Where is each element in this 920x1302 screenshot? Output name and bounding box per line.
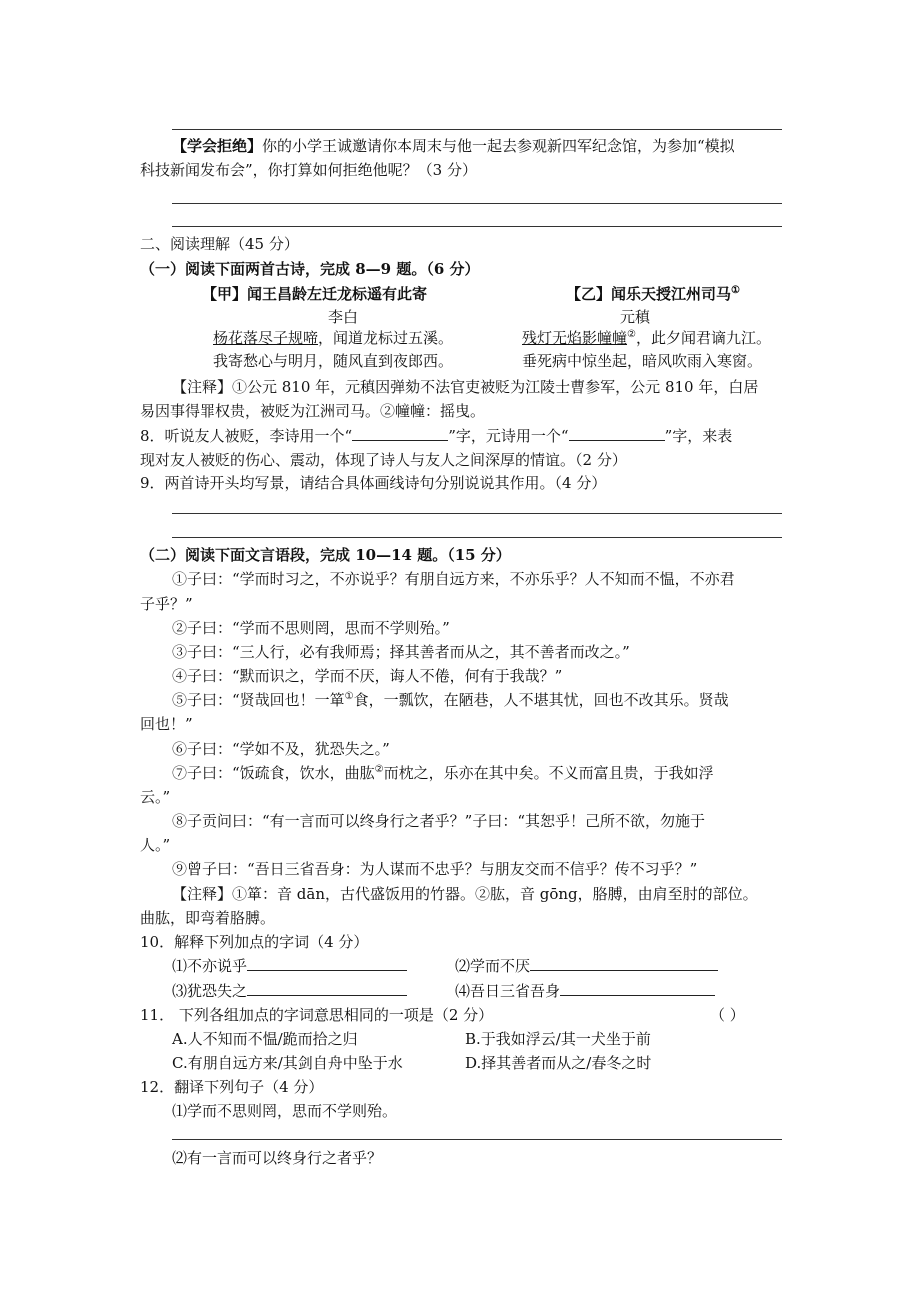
q11: 11． 下列各组加点的字词意思相同的一项是（2 分）	[140, 1006, 494, 1024]
q8-blank-yuan[interactable]	[569, 426, 665, 441]
poem-a-title: 【甲】闻王昌龄左迁龙标遥有此寄	[202, 285, 428, 303]
answer-line	[172, 129, 782, 130]
poem-a-line1: 杨花落尽子规啼，闻道龙标过五溪。	[213, 329, 454, 347]
q10-item3: ⑶犹恐失之	[172, 981, 407, 1001]
answer-line[interactable]	[172, 226, 782, 227]
q8-line1: 8．听说友人被贬，李诗用一个“ ”字，元诗用一个“ ”字，来表	[140, 427, 733, 445]
poem-b-title: 【乙】闻乐天授江州司马①	[566, 285, 740, 303]
section-title: 二、阅读理解（45 分）	[140, 235, 299, 253]
q12-item1: ⑴学而不思则罔，思而不学则殆。	[172, 1102, 398, 1120]
answer-line[interactable]	[172, 203, 782, 204]
passage-5-line1: ⑤子曰：“贤哉回也！一箪①食，一瓢饮，在陋巷，人不堪其忧，回也不改其乐。贤哉	[172, 691, 729, 709]
refuse-question-line1: 【学会拒绝】你的小学王诚邀请你本周末与他一起去参观新四军纪念馆，为参加“模拟	[172, 137, 735, 155]
q10-blank2[interactable]	[530, 956, 718, 971]
passage-6: ⑥子曰：“学如不及，犹恐失之。”	[172, 740, 390, 758]
passage-9: ⑨曾子曰：“吾日三省吾身：为人谋而不忠乎？与朋友交而不信乎？传不习乎？”	[172, 860, 698, 878]
q11-option-b: B.于我如浮云/其一犬坐于前	[465, 1030, 651, 1048]
q10-item1: ⑴不亦说乎	[172, 956, 407, 976]
passage-5-line2: 回也！”	[140, 715, 193, 733]
q8-line2: 现对友人被贬的伤心、震动，体现了诗人与友人之间深厚的情谊。（2 分）	[140, 451, 627, 469]
q12: 12．翻译下列句子（4 分）	[140, 1078, 324, 1096]
passage-4: ④子曰：“默而识之，学而不厌，诲人不倦，何有于我哉？”	[172, 667, 563, 685]
q10-item2: ⑵学而不厌	[455, 956, 718, 976]
part2-title: （二）阅读下面文言语段，完成 10—14 题。（15 分）	[140, 546, 511, 564]
q12-item2: ⑵有一言而可以终身行之者乎？	[172, 1149, 383, 1167]
passage-7-line2: 云。”	[140, 788, 171, 806]
passage-2: ②子曰：“学而不思则罔，思而不学则殆。”	[172, 619, 450, 637]
q11-option-c: C.有朋自远方来/其剑自舟中坠于水	[172, 1054, 403, 1072]
passage-1-line1: ①子曰：“学而时习之，不亦说乎？有朋自远方来，不亦乐乎？人不知而不愠，不亦君	[172, 570, 735, 588]
passage-1-line2: 子乎？”	[140, 595, 193, 613]
passage-note-line2: 曲肱，即弯着胳膊。	[140, 909, 276, 927]
refuse-tag: 【学会拒绝】	[172, 137, 263, 155]
poem-b-line1: 残灯无焰影幢幢②，此夕闻君谪九江。	[522, 329, 771, 347]
q9: 9．两首诗开头均写景，请结合具体画线诗句分别说说其作用。（4 分）	[140, 474, 607, 492]
refuse-question-line2: 科技新闻发布会”，你打算如何拒绝他呢？（3 分）	[140, 161, 477, 179]
poem-b-author: 元稹	[620, 308, 651, 326]
q11-option-a: A.人不知而不愠/跪而拾之归	[172, 1030, 358, 1048]
passage-8-line1: ⑧子贡问曰：“有一言而可以终身行之者乎？”子曰：“其恕乎！己所不欲，勿施于	[172, 812, 706, 830]
q10-blank4[interactable]	[560, 981, 715, 996]
q11-option-d: D.择其善者而从之/春冬之时	[465, 1054, 652, 1072]
q8-blank-li[interactable]	[352, 426, 448, 441]
q10-blank1[interactable]	[247, 956, 407, 971]
answer-line[interactable]	[172, 513, 782, 514]
answer-line[interactable]	[172, 1139, 782, 1140]
poem-note-line1: 【注释】①公元 810 年，元稹因弹劾不法官吏被贬为江陵士曹参军，公元 810 年，白居	[172, 378, 759, 396]
poem-note-line2: 易因事得罪权贵，被贬为江洲司马。②幢幢：摇曳。	[140, 402, 486, 420]
answer-line[interactable]	[172, 537, 782, 538]
q11-answer-paren[interactable]: （ ）	[710, 1006, 745, 1024]
passage-7-line1: ⑦子曰：“饭疏食，饮水，曲肱②而枕之，乐亦在其中矣。不义而富且贵，于我如浮	[172, 764, 714, 782]
poem-a-line2: 我寄愁心与明月，随风直到夜郎西。	[213, 352, 454, 370]
passage-note-line1: 【注释】①箪：音 dān，古代盛饭用的竹器。②肱，音 gōng，胳膊，由肩至肘的部位。	[172, 885, 758, 903]
q10-blank3[interactable]	[247, 981, 407, 996]
q10: 10．解释下列加点的字词（4 分）	[140, 933, 369, 951]
q10-item4: ⑷吾日三省吾身	[455, 981, 715, 1001]
passage-3: ③子曰：“三人行，必有我师焉；择其善者而从之，其不善者而改之。”	[172, 643, 630, 661]
poem-a-author: 李白	[328, 308, 359, 326]
poem-b-line2: 垂死病中惊坐起，暗风吹雨入寒窗。	[522, 352, 763, 370]
passage-8-line2: 人。”	[140, 836, 171, 854]
part1-title: （一）阅读下面两首古诗，完成 8—9 题。（6 分）	[140, 260, 480, 278]
